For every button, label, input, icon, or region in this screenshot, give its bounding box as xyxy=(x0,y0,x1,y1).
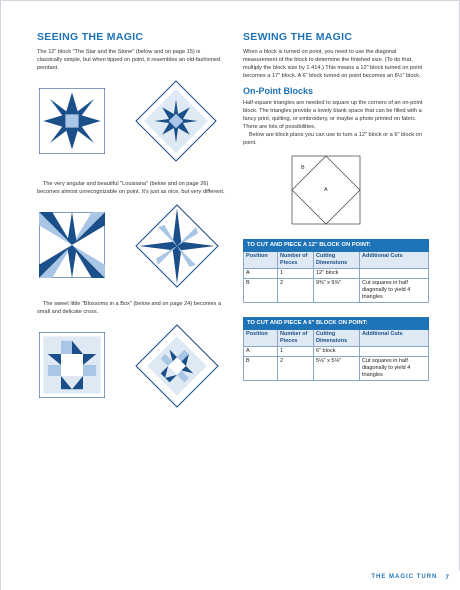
table-row xyxy=(244,279,429,303)
left-column xyxy=(37,31,227,408)
table-cell: Cut squares in half diagonally to yield 4 triangles xyxy=(360,279,429,303)
table-cell: 2 xyxy=(278,357,314,381)
blossoms-blocks xyxy=(37,326,227,408)
star-and-stone-square xyxy=(39,88,105,154)
page-footer xyxy=(1,571,460,590)
table-12-header: Position xyxy=(244,252,278,269)
table-cell: 2 xyxy=(278,279,314,303)
footer-bar xyxy=(371,571,449,583)
table-12-header: Cutting Dimensions xyxy=(314,252,360,269)
table-row xyxy=(244,357,429,381)
footer-title: THE MAGIC TURN xyxy=(371,574,438,580)
table-cell: Cut squares in half diagonally to yield 4 triangles xyxy=(360,357,429,381)
table-cell: A xyxy=(244,347,278,357)
sewing-the-magic-heading: SEWING THE MAGIC xyxy=(243,31,353,43)
table-6-header: Position xyxy=(244,330,278,347)
diagram-label-b: B xyxy=(301,165,305,171)
table-cell: 1 xyxy=(278,347,314,357)
seeing-the-magic-heading: SEEING THE MAGIC xyxy=(37,31,144,43)
table-12-title: TO CUT AND PIECE A 12" BLOCK ON POINT: xyxy=(244,240,429,252)
table-cell xyxy=(360,269,429,279)
table-6-header: Additional Cuts xyxy=(360,330,429,347)
table-6-title: TO CUT AND PIECE A 6" BLOCK ON POINT: xyxy=(244,318,429,330)
right-column xyxy=(243,31,429,381)
diagram-label-a: A xyxy=(324,187,328,193)
table-cell: 5⅛" x 5⅛" xyxy=(314,357,360,381)
table-12-inch xyxy=(243,239,429,303)
blossoms-square xyxy=(39,332,105,398)
on-point-para-2: Below are block plans you can use to turn a 12" block or a 6" block on point. xyxy=(243,132,422,146)
louisiana-square xyxy=(39,212,105,278)
table-6-header: Number of Pieces xyxy=(278,330,314,347)
table-cell: B xyxy=(244,357,278,381)
blossoms-caption: The sweet little "Blossoms in a Box" (below and on page 24) becomes a small and delicate cross. xyxy=(37,301,222,315)
table-12-header: Additional Cuts xyxy=(360,252,429,269)
table-6-inch xyxy=(243,317,429,381)
table-cell: 12" block xyxy=(314,269,360,279)
table-row xyxy=(244,347,429,357)
on-point-blocks-heading: On-Point Blocks xyxy=(243,86,314,96)
table-cell: B xyxy=(244,279,278,303)
on-point-para-1: Half-square triangles are needed to square up the corners of an on-point block. The triangles provide a lovely blank space that can be filled with a fancy print, quilting, or embroidery, or maybe a photo printed on fabric. There are lots of possibilities. xyxy=(243,100,423,130)
star-and-stone-blocks xyxy=(37,82,227,160)
louisiana-caption: The very angular and beautiful "Louisiana" (below and on page 26) becomes almost unrecognizable on point. It's just as nice, but very different. xyxy=(37,181,225,195)
page-number: 7 xyxy=(445,573,449,581)
on-point-diagram xyxy=(243,151,429,231)
table-cell xyxy=(360,347,429,357)
table-cell: 9⅜" x 9⅜" xyxy=(314,279,360,303)
louisiana-blocks xyxy=(37,204,227,288)
table-12-header: Number of Pieces xyxy=(278,252,314,269)
table-cell: 1 xyxy=(278,269,314,279)
sewing-intro: When a block is turned on point, you need to use the diagonal measurement of the block to determine the finished size. (To do that, multiply the block size by 1.414.) This means a 12" block turned on point becomes a 17" block. A 6" block turned on point becomes an 8½" block. xyxy=(243,49,423,79)
star-and-stone-on-point xyxy=(135,80,217,162)
blossoms-on-point xyxy=(135,324,219,408)
table-cell: 6" block xyxy=(314,347,360,357)
table-row xyxy=(244,269,429,279)
table-cell: A xyxy=(244,269,278,279)
star-and-stone-intro: The 12" block "The Star and the Stone" (below and on page 15) is classically simple, but when tipped on point, it resembles an old-fashioned pendant. xyxy=(37,49,221,71)
table-6-header: Cutting Dimensions xyxy=(314,330,360,347)
louisiana-on-point xyxy=(135,204,219,288)
